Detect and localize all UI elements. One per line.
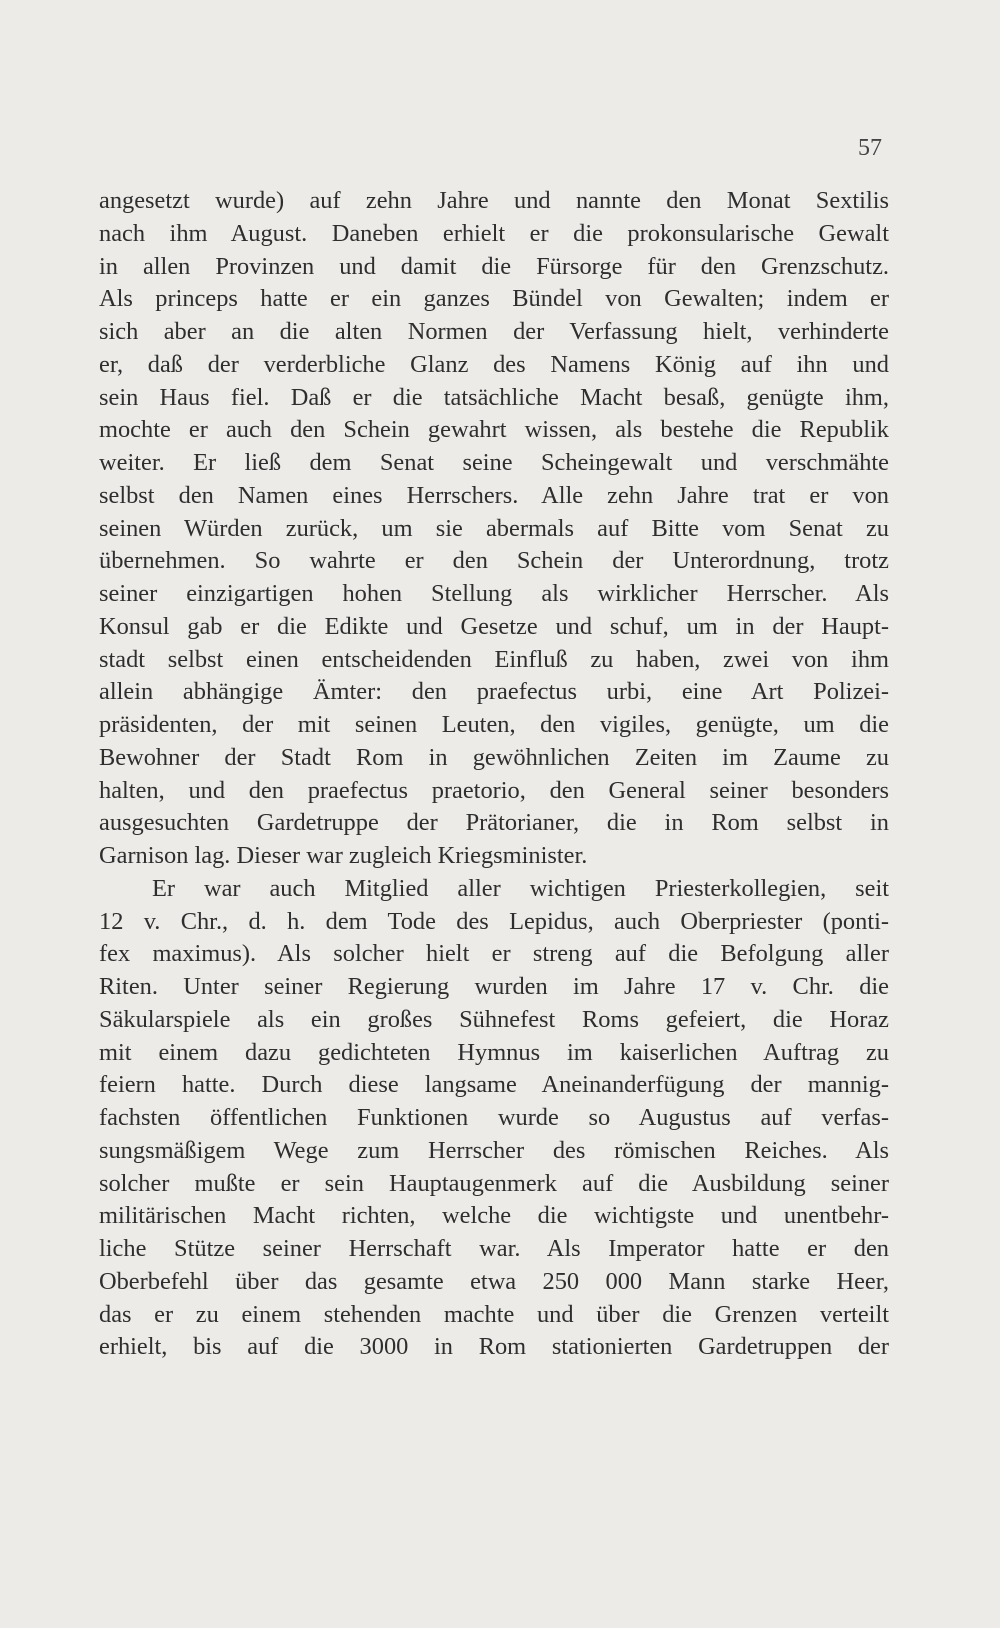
- text-line: Als princeps hatte er ein ganzes Bündel von Gewalten; indem er: [99, 285, 889, 313]
- text-line: Bewohner der Stadt Rom in gewöhnlichen Zeiten im Zaume zu: [99, 743, 889, 771]
- text-line: ausgesuchten Gardetruppe der Prätorianer, die in Rom selbst in: [99, 809, 889, 837]
- text-line: er, daß der verderbliche Glanz des Namens König auf ihn und: [99, 350, 889, 378]
- page-number: 57: [858, 135, 882, 161]
- text-line: erhielt, bis auf die 3000 in Rom stationierten Gardetruppen der: [99, 1333, 889, 1361]
- text-line: feiern hatte. Durch diese langsame Aneinanderfügung der mannig-: [99, 1071, 889, 1099]
- text-line: das er zu einem stehenden machte und über die Grenzen verteilt: [99, 1300, 889, 1328]
- text-line: angesetzt wurde) auf zehn Jahre und nannte den Monat Sextilis: [99, 187, 889, 214]
- text-line: Garnison lag. Dieser war zugleich Kriegsminister.: [99, 842, 588, 869]
- text-line: fex maximus). Als solcher hielt er streng auf die Befolgung aller: [99, 940, 889, 968]
- text-line: selbst den Namen eines Herrschers. Alle zehn Jahre trat er von: [99, 481, 889, 509]
- text-line: Oberbefehl über das gesamte etwa 250 000 Mann starke Heer,: [99, 1267, 889, 1295]
- body-text: [99, 185, 889, 1364]
- text-line: mit einem dazu gedichteten Hymnus im kaiserlichen Auftrag zu: [99, 1038, 889, 1066]
- text-line: solcher mußte er sein Hauptaugenmerk auf die Ausbildung seiner: [99, 1169, 889, 1197]
- text-line: in allen Provinzen und damit die Fürsorge für den Grenzschutz.: [99, 252, 889, 280]
- text-line: seinen Würden zurück, um sie abermals auf Bitte vom Senat zu: [99, 514, 889, 542]
- text-line: übernehmen. So wahrte er den Schein der Unterordnung, trotz: [99, 547, 889, 575]
- text-line: fachsten öffentlichen Funktionen wurde so Augustus auf verfas-: [99, 1104, 889, 1131]
- text-line: mochte er auch den Schein gewahrt wissen, als bestehe die Republik: [99, 416, 889, 444]
- text-line: halten, und den praefectus praetorio, den General seiner besonders: [99, 776, 889, 804]
- text-line: 12 v. Chr., d. h. dem Tode des Lepidus, auch Oberpriester (ponti-: [99, 907, 889, 935]
- text-line: stadt selbst einen entscheidenden Einfluß zu haben, zwei von ihm: [99, 645, 889, 673]
- text-line: sungsmäßigem Wege zum Herrscher des römischen Reiches. Als: [99, 1136, 889, 1164]
- text-line: allein abhängige Ämter: den praefectus urbi, eine Art Polizei-: [99, 678, 889, 706]
- text-line: weiter. Er ließ dem Senat seine Scheingewalt und verschmähte: [99, 449, 889, 476]
- text-line: nach ihm August. Daneben erhielt er die prokonsularische Gewalt: [99, 219, 889, 247]
- text-line: präsidenten, der mit seinen Leuten, den vigiles, genügte, um die: [99, 711, 889, 738]
- text-line: militärischen Macht richten, welche die wichtigste und unentbehr-: [99, 1202, 889, 1230]
- text-line: sich aber an die alten Normen der Verfassung hielt, verhinderte: [99, 318, 889, 345]
- text-line: Konsul gab er die Edikte und Gesetze und schuf, um in der Haupt-: [99, 612, 889, 640]
- text-line: Riten. Unter seiner Regierung wurden im Jahre 17 v. Chr. die: [99, 973, 889, 1000]
- text-line: sein Haus fiel. Daß er die tatsächliche Macht besaß, genügte ihm,: [99, 383, 889, 411]
- text-line: liche Stütze seiner Herrschaft war. Als Imperator hatte er den: [99, 1235, 889, 1262]
- text-line: Säkularspiele als ein großes Sühnefest Roms gefeiert, die Horaz: [99, 1005, 889, 1033]
- text-line: seiner einzigartigen hohen Stellung als wirklicher Herrscher. Als: [99, 580, 889, 607]
- text-line: Er war auch Mitglied aller wichtigen Priesterkollegien, seit: [152, 874, 889, 902]
